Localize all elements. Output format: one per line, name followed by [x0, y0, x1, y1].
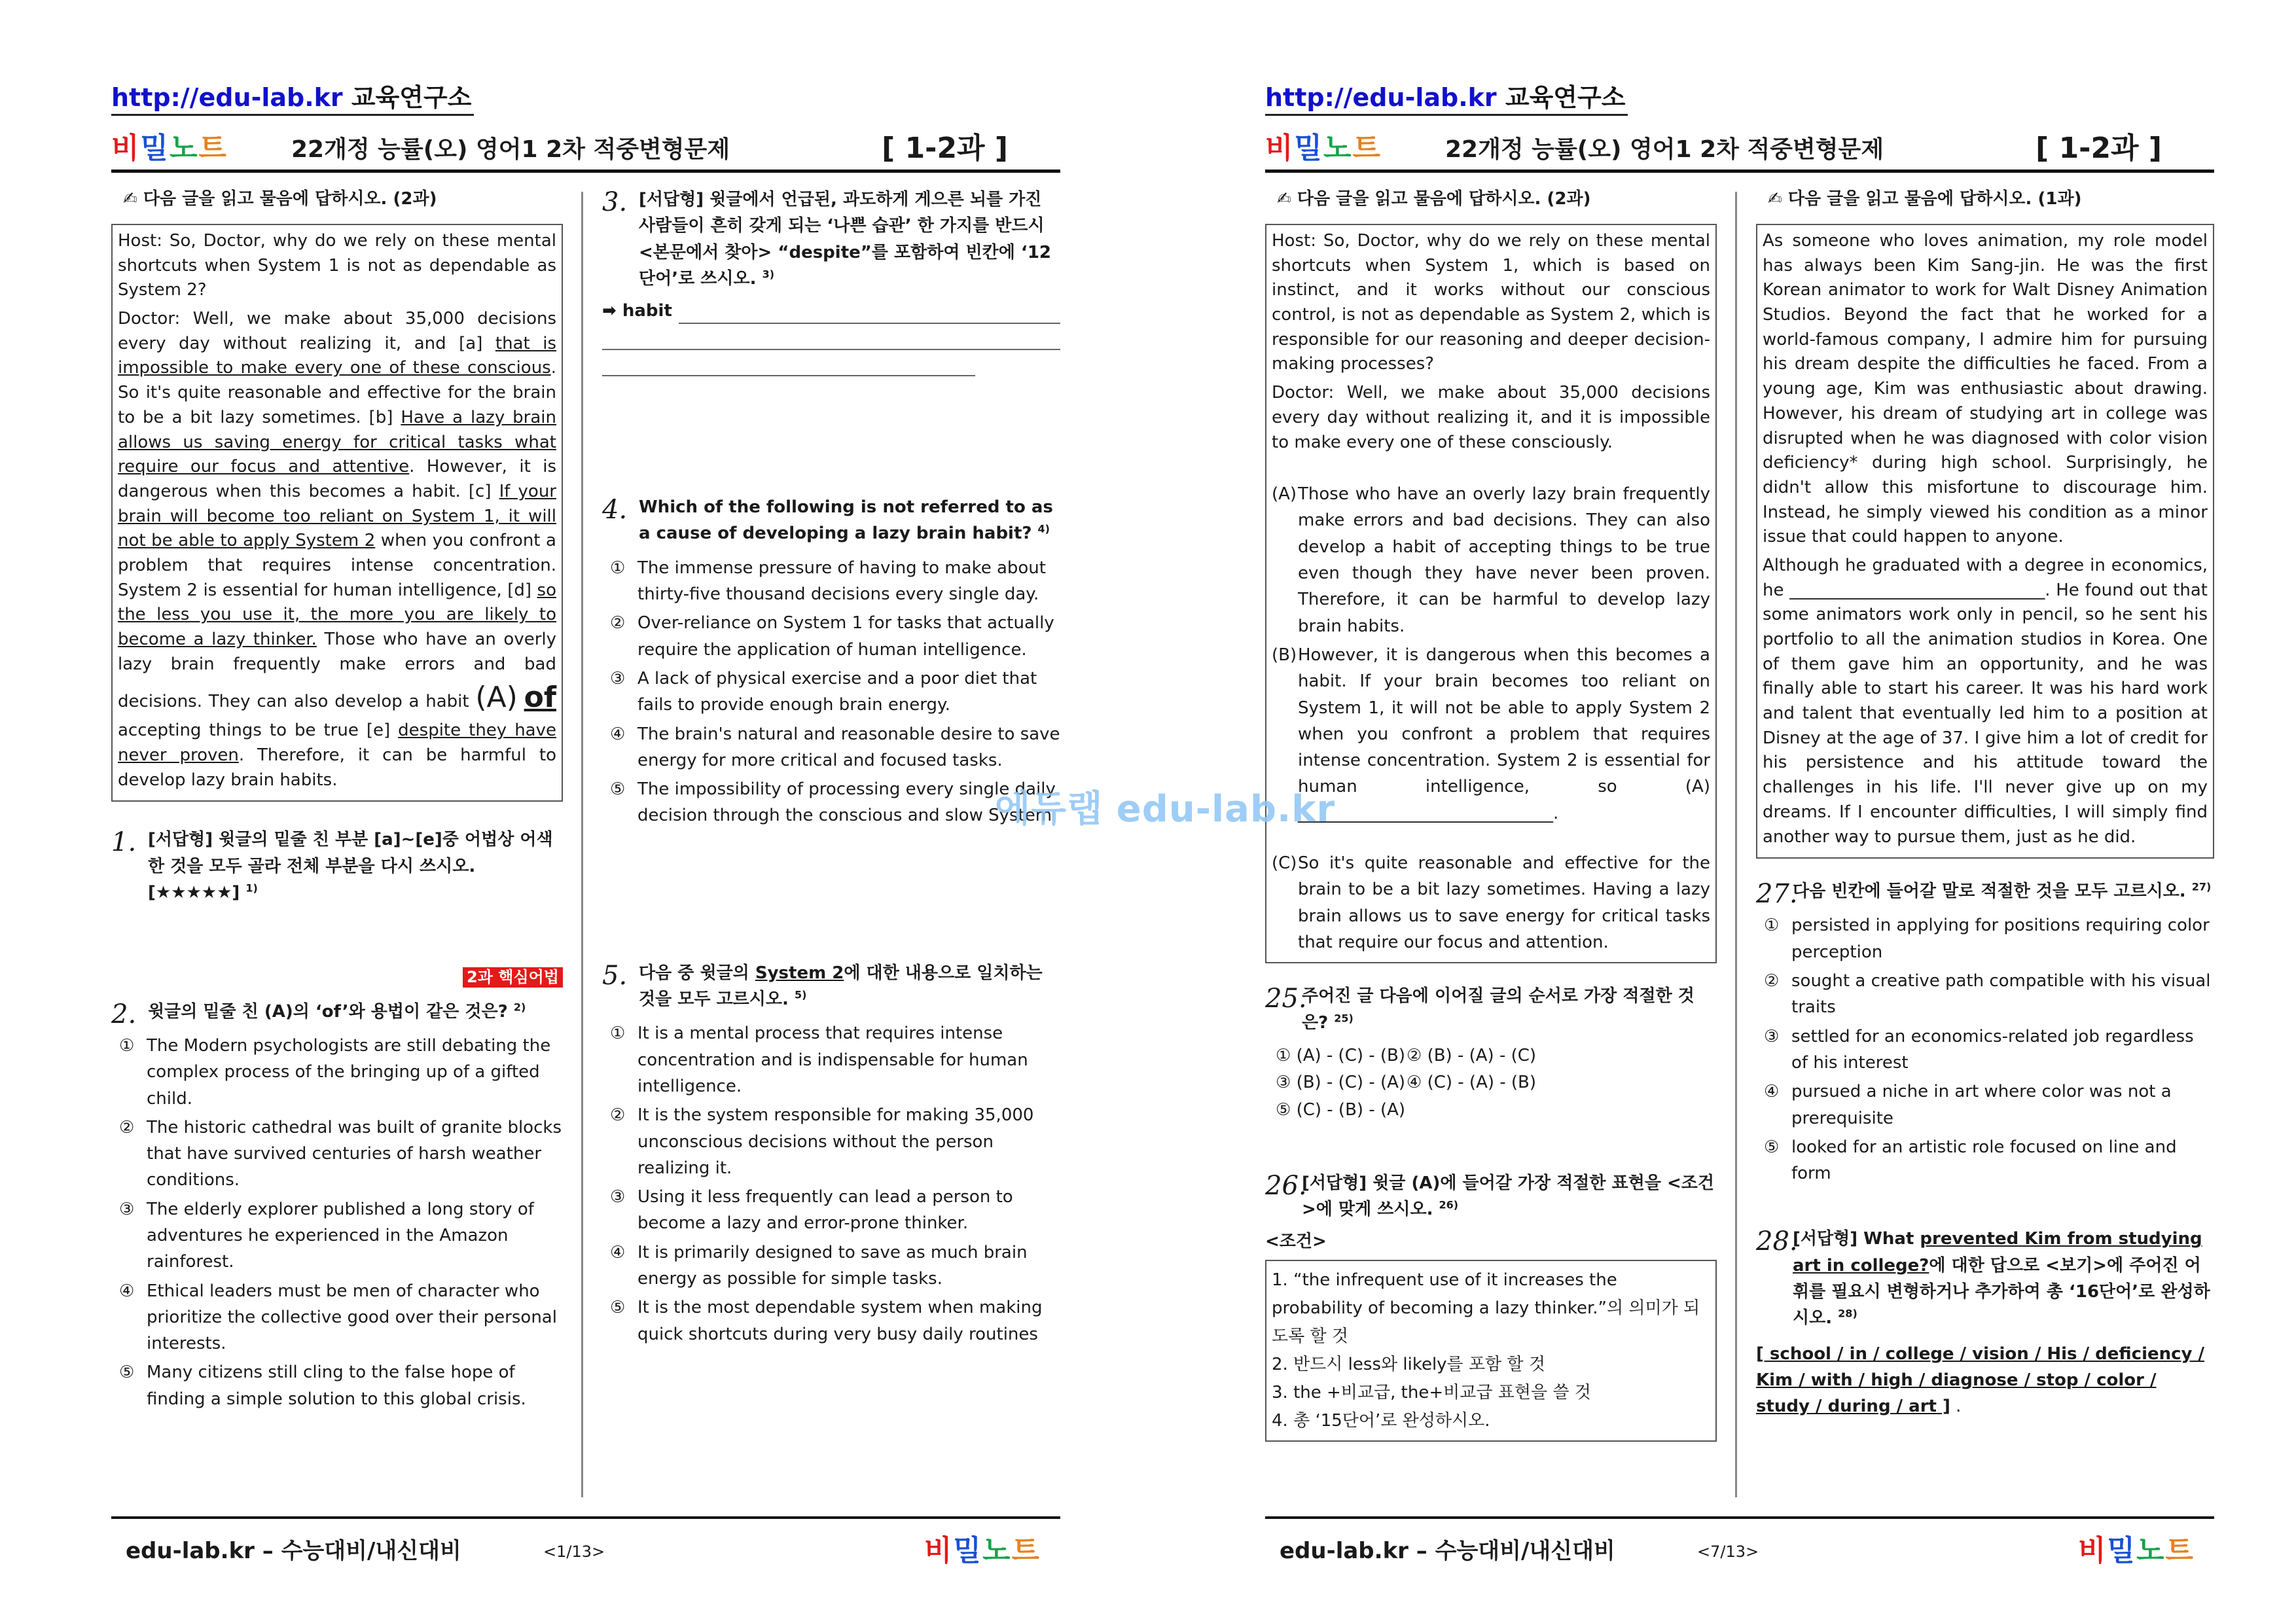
- question-4: 4. Which of the following is not referred to as a cause of developing a lazy brain habit? $^{4)}$: [602, 494, 1060, 547]
- host-line: Host: So, Doctor, why do we rely on these mental shortcuts when System 1, which is based on instinct, and it works without our conscious control, is not as dependable as System 2, which is responsible for our reasoning and deeper decision-making processes?: [1272, 231, 1710, 374]
- right-column: [1756, 187, 2214, 1420]
- q27-options: [1756, 912, 2214, 1186]
- option[interactable]: ③ The elderly explorer published a long story of adventures he experienced in the Amazon rainforest.: [119, 1199, 534, 1272]
- brand-logo: 비밀노트: [1265, 132, 1382, 165]
- question-number: 28.: [1756, 1226, 1798, 1257]
- option[interactable]: ③ (B) - (C) - (A): [1276, 1073, 1406, 1093]
- option[interactable]: ⑤ Many citizens still cling to the false hope of finding a simple solution to this global crisis.: [119, 1363, 526, 1409]
- answer-line[interactable]: [602, 324, 1060, 350]
- option[interactable]: ⑤ looked for an artistic role focused on line and form: [1764, 1137, 2177, 1184]
- option[interactable]: ⑤ (C) - (B) - (A): [1276, 1100, 1406, 1120]
- condition-label: <조건>: [1265, 1232, 1327, 1252]
- question-2: 2. 윗글의 밑줄 친 (A)의 ‘of’와 용법이 같은 것은? $^{2)}$: [111, 999, 563, 1025]
- part-A: (A) Those who have an overly lazy brain frequently make errors and bad decisions. They can also develop a habit of accepting things to be true even though they have never been proven. Therefore, it can be harmful to develop lazy brain habits.: [1272, 484, 1710, 636]
- option[interactable]: ③ settled for an economics-related job regardless of his interest: [1764, 1026, 2194, 1073]
- watermark: 에듀랩 edu-lab.kr: [995, 788, 1336, 830]
- question-25: 25. 주어진 글 다음에 이어질 글의 순서로 가장 적절한 것은? $^{25)}$: [1265, 983, 1717, 1036]
- underline-e: despite they have never proven: [118, 721, 556, 765]
- footer-site: edu-lab.kr – 수능대비/내신대비: [1280, 1538, 1615, 1564]
- marker-A: (A): [475, 681, 518, 715]
- question-1: 1. [서답형] 윗글의 밑줄 친 부분 [a]~[e]중 어법상 어색한 것을 모두 골라 전체 부분을 다시 쓰시오. [★★★★★] $^{1)}$: [111, 827, 563, 906]
- q5-options: [602, 1020, 1060, 1347]
- page-7: [1265, 82, 2214, 1567]
- page-header: [1265, 126, 2214, 173]
- question-number: 26.: [1265, 1170, 1307, 1201]
- option[interactable]: ② It is the system responsible for making 35,000 unconscious decisions without the person realizing it.: [610, 1105, 1034, 1178]
- condition-item: 2. 반드시 less와 likely를 포함 할 것: [1272, 1354, 1545, 1374]
- answer-line[interactable]: [602, 350, 975, 376]
- q2-options: [111, 1033, 563, 1412]
- marker-of: of: [524, 681, 556, 715]
- column-divider: [1735, 192, 1737, 1497]
- part-C: (C) So it's quite reasonable and effective for the brain to be a bit lazy sometimes. Having a lazy brain allows us to save energy for critical tasks that require our focus and attention.: [1272, 853, 1710, 952]
- lesson-label: [ 1-2과 ]: [2036, 132, 2162, 165]
- underline-c: If your brain will become too reliant on System 1, it will not be able to apply System 2: [118, 481, 556, 551]
- directions: ✍ 다음 글을 읽고 물음에 답하시오. (1과): [1768, 189, 2082, 209]
- option[interactable]: ① (A) - (C) - (B): [1276, 1045, 1406, 1065]
- answer-blank: ______________________________: [1789, 580, 2045, 600]
- question-27: 27. 다음 빈칸에 들어갈 말로 적절한 것을 모두 고르시오. $^{27)}$: [1756, 878, 2214, 904]
- condition-item: 4. 총 ‘15단어’로 완성하시오.: [1272, 1410, 1490, 1431]
- option[interactable]: ① The immense pressure of having to make about thirty-five thousand decisions every single day.: [610, 558, 1046, 605]
- grammar-tag-row: [111, 965, 563, 990]
- site-link[interactable]: http://edu-lab.kr: [111, 83, 343, 112]
- question-number: 4.: [602, 495, 628, 526]
- kim-paragraph-2: Although he graduated with a degree in economics, he ______________________________. He found out that some animators work only in pencil, so he sent his portfolio to all the animation studios in Korea. One of them gave him an opportunity, and he was finally able to start his career. It was his hard work and talent that eventually led him to a position at Disney at the age of 37. I give him a lot of credit for his persistence and his attitude toward the challenges in his life. I'll never give up on my dreams. If I encounter difficulties, I will simply find another way to pursue them, just as he did.: [1763, 555, 2208, 847]
- page-number: <7/13>: [1697, 1543, 1759, 1561]
- page-footer: [1265, 1516, 2214, 1567]
- option[interactable]: ② The historic cathedral was built of granite blocks that have survived centuries of harsh weather conditions.: [119, 1117, 562, 1190]
- page-1: [111, 82, 1060, 1567]
- question-number: 1.: [111, 827, 137, 858]
- left-column: [111, 187, 563, 1415]
- site-link[interactable]: http://edu-lab.kr: [1265, 83, 1497, 112]
- word-bank: [ school / in / college / vision / His / deficiency / Kim / with / high / diagnose / stop / color / study / during / art ]: [1756, 1344, 2205, 1417]
- option[interactable]: ② sought a creative path compatible with his visual traits: [1764, 971, 2211, 1018]
- grammar-tag: 2과 핵심어법: [463, 967, 563, 988]
- exam-title: 22개정 능률(오) 영어1 2차 적중변형문제: [1445, 136, 1884, 163]
- option[interactable]: ① It is a mental process that requires intense concentration and is indispensable for human intelligence.: [610, 1024, 1028, 1096]
- question-26: 26. [서답형] 윗글 (A)에 들어갈 가장 적절한 표현을 <조건>에 맞게 쓰시오. $^{26)}$: [1265, 1170, 1717, 1223]
- answer-line[interactable]: [679, 304, 1060, 324]
- question-3: 3. [서답형] 윗글에서 언급된, 과도하게 게으른 뇌를 가진 사람들이 흔히 갖게 되는 ‘나쁜 습관’ 한 가지를 반드시 <본문에서 찾아> “despite”를 포함하여 빈칸에 ‘12단어’로 쓰시오. $^{3)}$: [602, 187, 1060, 292]
- footer-brand-logo: 비밀노트: [924, 1534, 1041, 1567]
- page-footer: [111, 1516, 1060, 1567]
- q3-answer-row: [602, 298, 1060, 324]
- option[interactable]: ② Over-reliance on System 1 for tasks that actually require the application of human intelligence.: [610, 613, 1054, 660]
- option[interactable]: ② (B) - (A) - (C): [1407, 1045, 1537, 1065]
- page-header: [111, 126, 1060, 173]
- right-column: [602, 187, 1060, 1350]
- directions: ✍ 다음 글을 읽고 물음에 답하시오. (2과): [1277, 189, 1591, 209]
- underline-d: so the less you use it, the more you are likely to become a lazy thinker.: [118, 580, 556, 649]
- lesson-label: [ 1-2과 ]: [882, 132, 1008, 165]
- question-number: 27.: [1756, 879, 1798, 910]
- page-number: <1/13>: [543, 1543, 605, 1561]
- option[interactable]: ⑤ The impossibility of processing every single daily decision through the conscious and slow System: [610, 779, 1056, 826]
- option[interactable]: ⑤ It is the most dependable system when making quick shortcuts during very busy daily routines: [610, 1298, 1043, 1344]
- q4-options: [602, 555, 1060, 829]
- underline-a: that is impossible to make every one of these conscious: [118, 333, 556, 378]
- underline-b: Have a lazy brain allows us saving energy for critical tasks what require our focus and attentive: [118, 407, 556, 477]
- order-passage: [1265, 224, 1717, 963]
- option[interactable]: ④ Ethical leaders must be men of character who prioritize the collective good over their personal interests.: [119, 1281, 557, 1354]
- option[interactable]: ③ Using it less frequently can lead a person to become a lazy and error-prone thinker.: [610, 1187, 1013, 1234]
- kim-paragraph-1: As someone who loves animation, my role model has always been Kim Sang-jin. He was the first Korean animator to work for Walt Disney Animation Studios. Beyond the fact that he worked for a world-famous company, I admire him for pursuing his dream despite the difficulties he faced. From a young age, Kim was enthusiastic about drawing. However, his dream of studying art in college was disrupted when he was diagnosed with color vision deficiency* during high school. Surprisingly, he didn't allow this misfortune to discourage him. Instead, he simply viewed his condition as a minor issue that could happen to anyone.: [1763, 231, 2208, 547]
- option[interactable]: ④ (C) - (A) - (B): [1407, 1073, 1537, 1093]
- option[interactable]: ④ It is primarily designed to save as much brain energy as possible for simple tasks.: [610, 1242, 1028, 1289]
- footer-brand-logo: 비밀노트: [2077, 1534, 2195, 1567]
- footer-site: edu-lab.kr – 수능대비/내신대비: [126, 1538, 461, 1564]
- question-number: 3.: [602, 187, 628, 217]
- doctor-line: Doctor: Well, we make about 35,000 decisions every day without realizing it, and [a] that is impossible to make every one of these conscious. So it's quite reasonable and effective for the brain to be a bit lazy sometimes. [b] Have a lazy brain allows us saving energy for critical tasks what require our focus and attentive. However, it is dangerous when this becomes a habit. [c] If your brain will become too reliant on System 1, it will not be able to apply System 2 when you confront a problem that requires intense concentration. System 2 is essential for human intelligence, [d] so the less you use it, the more you are likely to become a lazy thinker. Those who have an overly lazy brain frequently make errors and bad decisions. They can also develop a habit (A) of accepting things to be true [e] despite they have never proven. Therefore, it can be harmful to develop lazy brain habits.: [118, 309, 557, 790]
- option[interactable]: ③ A lack of physical exercise and a poor diet that fails to provide enough brain energy.: [610, 668, 1037, 715]
- option[interactable]: ④ The brain's natural and reasonable desire to save energy for more critical and focused tasks.: [610, 724, 1060, 770]
- header-url: [111, 82, 474, 116]
- directions: ✍ 다음 글을 읽고 물음에 답하시오. (2과): [123, 189, 437, 209]
- q28-wordbank: [ school / in / college / vision / His / deficiency / Kim / with / high / diagnose / stop / color / study / during / art ] .: [1756, 1344, 2205, 1417]
- reading-passage: [111, 224, 563, 802]
- brand-logo: 비밀노트: [111, 132, 228, 165]
- option[interactable]: ④ pursued a niche in art where color was not a prerequisite: [1764, 1082, 2172, 1128]
- doctor-line: Doctor: Well, we make about 35,000 decisions every day without realizing it, and it is impossible to make every one of these consciously.: [1272, 383, 1710, 452]
- q25-options: [1265, 1043, 1717, 1124]
- option[interactable]: ① The Modern psychologists are still debating the complex process of the bringing up of a gifted child.: [119, 1035, 551, 1109]
- question-5: 5. 다음 중 윗글의 System 2에 대한 내용으로 일치하는 것을 모두 고르시오. $^{5)}$: [602, 960, 1060, 1013]
- header-url: [1265, 82, 1628, 116]
- question-number: 25.: [1265, 984, 1307, 1014]
- question-number: 5.: [602, 960, 628, 991]
- org-name: 교육연구소: [351, 83, 472, 112]
- condition-item: 1. “the infrequent use of it increases the probability of becoming a lazy thinker.”의 의미가 되도록 할 것: [1272, 1270, 1700, 1346]
- answer-prefix: ➡ habit: [602, 301, 672, 321]
- condition-box: [1265, 1260, 1717, 1441]
- org-name: 교육연구소: [1505, 83, 1626, 112]
- question-number: 2.: [111, 999, 137, 1029]
- part-B: (B) However, it is dangerous when this becomes a habit. If your brain becomes too reliant on System 1, it will not be able to apply System 2 when you confront a problem that requires intense concentration. System 2 is essential for human intelligence, so (A) ______________________________.: [1272, 645, 1710, 823]
- column-divider: [581, 192, 583, 1497]
- exam-title: 22개정 능률(오) 영어1 2차 적중변형문제: [291, 136, 730, 163]
- kim-passage: [1756, 224, 2214, 859]
- condition-item: 3. the +비교급, the+비교급 표현을 쓸 것: [1272, 1382, 1591, 1402]
- host-line: Host: So, Doctor, why do we rely on these mental shortcuts when System 1 is not as dependable as System 2?: [118, 231, 556, 300]
- question-28: 28. [서답형] What prevented Kim from studying art in college?에 대한 답으로 <보기>에 주어진 어휘를 필요시 변형하거나 추가하여 총 ‘16단어’로 완성하시오. $^{28)}$: [1756, 1226, 2214, 1331]
- option[interactable]: ① persisted in applying for positions requiring color perception: [1764, 916, 2210, 962]
